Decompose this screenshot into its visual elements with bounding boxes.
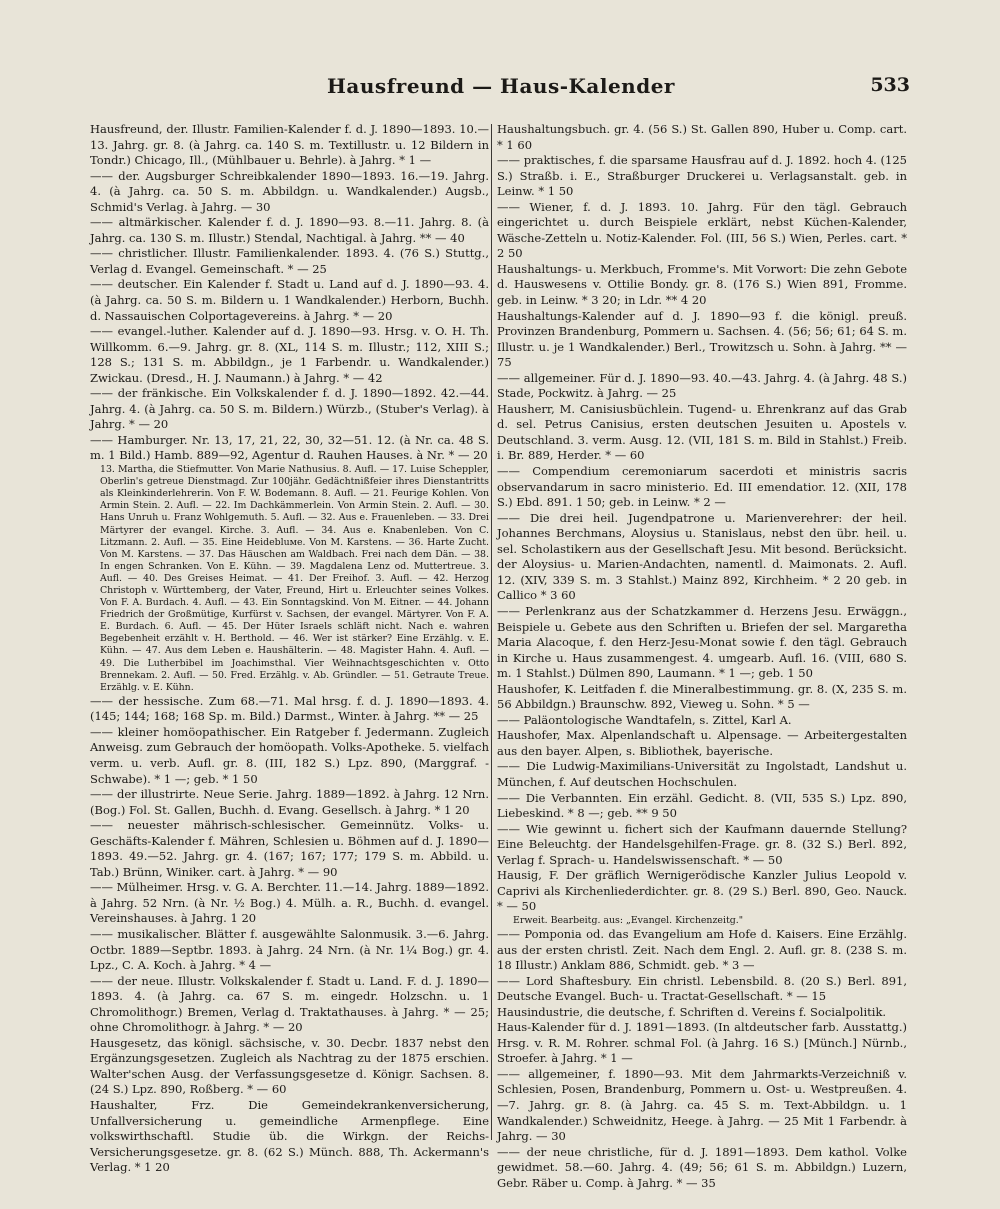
entry: —— der hessische. Zum 68.—71. Mal hrsg. f. d. J. 1890—1893. 4. (145; 144; 168; 168 Sp. m. Bild.) Darmst., Winter. à Jahrg. ** — 25 [90,693,489,724]
edition-note: Erweit. Bearbeitg. aus: „Evangel. Kirchenzeitg." [513,914,744,926]
page-header [92,74,910,100]
entry: —— Hamburger. Nr. 13, 17, 21, 22, 30, 32—51. 12. (à Nr. ca. 48 S. m. 1 Bild.) Hamb. 889—92, Agentur d. Rauhen Hauses. à Nr. * — 20 [90,432,489,463]
entry: —— allgemeiner, f. 1890—93. Mit dem Jahrmarkts-Verzeichniß v. Schlesien, Posen, Brandenburg, Pommern u. Ost- u. Westpreußen. 4.—7. Jahrg. gr. 8. (à Jahrg. ca. 45 S. m. Text-Abbildgn. u. 1 Wandkalender.) Schweidnitz, Heege. à Jahrg. — 25 Mit 1 Farbendr. à Jahrg. — 30 [497,1066,907,1144]
running-title: Hausfreund — Haus-Kalender [327,74,675,98]
entry: —— musikalischer. Blätter f. ausgewählte Salonmusik. 3.—6. Jahrg. Octbr. 1889—Septbr. 1893. à Jahrg. 24 Nrn. (à Nr. 1¼ Bog.) gr. 4. Lpz., C. A. Koch. à Jahrg. * 4 — [90,927,489,973]
page-number: 533 [870,74,910,96]
entry: —— der neue christliche, für d. J. 1891—1893. Dem kathol. Volke gewidmet. 58.—60. Jahrg. 4. (49; 56; 61 S. m. Abbildgn.) Luzern, Gebr. Räber u. Comp. à Jahrg. * — 35 [497,1144,907,1190]
series-contents-note: 13. Martha, die Stiefmutter. Von Marie Nathusius. 8. Aufl. — 17. Luise Scheppler, Oberlin's getreue Dienstmagd. Zur 100jähr. Gedächtnißfeier ihres Dienstantritts als Kleinkinderlehrerin. Von F. W. Bodemann. 8. Aufl. — 21. Feurige Kohlen. Von Armin Stein. 2. Aufl. — 22. Im Dachkämmerlein. Von Armin Stein. 2. Aufl. — 30. Hans Unruh u. Franz Wohlgemuth. 5. Aufl. — 32. Aus e. Frauenleben. — 33. Drei Märtyrer der evangel. Kirche. 3. Aufl. — 34. Aus e. Knabenleben. Von C. Litzmann. 2. Aufl. — 35. Eine Heidebluме. Von M. Karstens. — 36. Harte Zucht. Von M. Karstens. — 37. Das Häuschen am Waldbach. Frei nach dem Dän. — 38. In engen Schranken. Von E. Kühn. — 39. Magdalena Lenz od. Muttertreue. 3. Aufl. — 40. Des Greises Heimat. — 41. Der Freihof. 3. Aufl. — 42. Herzog Christoph v. Württemberg, der Vater, Freund, Hirt u. Erleuchter seines Volkes. Von F. A. Burdach. 4. Aufl. — 43. Ein Sonntagskind. Von M. Eitner. — 44. Johann Friedrich der Großmütige, Kurfürst v. Sachsen, der evangel. Märtyrer. Von F. A. E. Burdach. 6. Aufl. — 45. Der Hüter Israels schläft nicht. Nach e. wahren Begebenheit erzählt v. H. Berthold. — 46. Wer ist stärker? Eine Erzählg. v. E. Kühn. — 47. Aus dem Leben e. Haushälterin. — 48. Magister Hahn. 4. Aufl. — 49. Die Lutherbibel im Joachimsthal. Vier Weihnachtsgeschichten v. Otto Brennekam. 2. Aufl. — 50. Fred. Erzählg. v. Ab. Gründler. — 51. Getraute Treue. Erzählg. v. E. Kühn. [100,464,489,693]
entry: —— Pomponia od. das Evangelium am Hofe d. Kaisers. Eine Erzählg. aus der ersten christl. Zeit. Nach dem Engl. 2. Aufl. gr. 8. (238 S. m. 18 Illustr.) Anklam 886, Schmidt. geb. * 3 — [497,926,907,973]
entry: —— christlicher. Illustr. Familienkalender. 1893. 4. (76 S.) Stuttg., Verlag d. Evangel. Gemeinschaft. * — 25 [90,246,489,276]
entry: Haushaltungs-Kalender auf d. J. 1890—93 f. die königl. preuß. Provinzen Brandenburg, Pommern u. Sachsen. 4. (56; 56; 61; 64 S. m. Illustr. u. je 1 Wandkalender.) Berl., Trowitzsch u. Sohn. à Jahrg. ** — 75 [497,308,907,370]
entry: —— evangel.-luther. Kalender auf d. J. 1890—93. Hrsg. v. O. H. Th. Willkomm. 6.—9. Jahrg. gr. 8. (XL, 114 S. m. Illustr.; 112, XIII S.; 128 S.; 131 S. m. Abbildgn., je 1 Farbendr. u. Wandkalender.) Zwickau. (Dresd., H. J. Naumann.) à Jahrg. * — 42 [90,324,489,385]
entry: —— Mülheimer. Hrsg. v. G. A. Berchter. 11.—14. Jahrg. 1889—1892. à Jahrg. 52 Nrn. (à Nr. ½ Bog.) 4. Mülh. a. R., Buchh. d. evangel. Vereinshauses. à Jahrg. 1 20 [90,880,489,926]
entry: —— deutscher. Ein Kalender f. Stadt u. Land auf d. J. 1890—93. 4. (à Jahrg. ca. 50 S. m. Bildern u. 1 Wandkalender.) Herborn, Buchh. d. Nassauischen Colportagevereins. à Jahrg. * — 20 [90,277,489,323]
entry: —— Die Verbannten. Ein erzähl. Gedicht. 8. (VII, 535 S.) Lpz. 890, Liebeskind. * 8 —; geb. ** 9 50 [497,790,907,821]
entry: —— Paläontologische Wandtafeln, s. Zittel, Karl A. [497,712,792,727]
entry: —— Lord Shaftesbury. Ein christl. Lebensbild. 8. (20 S.) Berl. 891, Deutsche Evangel. Buch- u. Tractat-Gesellschaft. * — 15 [497,973,907,1004]
entry: —— Wiener, f. d. J. 1893. 10. Jahrg. Für den tägl. Gebrauch eingerichtet u. durch Beispiele erklärt, nebst Küchen-Kalender, Wäsche-Zetteln u. Notiz-Kalender. Fol. (III, 56 S.) Wien, Perles. cart. * 2 50 [497,199,907,261]
entry: —— praktisches, f. die sparsame Hausfrau auf d. J. 1892. hoch 4. (125 S.) Straßb. i. E., Straßburger Druckerei u. Verlagsanstalt. geb. in Leinw. * 1 50 [497,153,907,199]
entry: Hausfreund, der. Illustr. Familien-Kalender f. d. J. 1890—1893. 10.—13. Jahrg. gr. 8. (à Jahrg. ca. 140 S. m. Textillustr. u. 12 Bildern in Tondr.) Chicago, Ill., (Mühlbauer u. Behrle). à Jahrg. * 1 — [90,122,489,168]
entry: —— Die Ludwig-Maximilians-Universität zu Ingolstadt, Landshut u. München, f. Auf deutschen Hochschulen. [497,759,907,789]
entry: Haushalter, Frz. Die Gemeindekrankenversicherung, Unfallversicherung u. gemeindliche Armenpflege. Eine volkswirthschaftl. Studie üb. die Wirkgn. der Reichs-Versicherungsgesetze. gr. 8. (62 S.) Münch. 888, Th. Ackermann's Verlag. * 1 20 [90,1098,489,1175]
entry: —— kleiner homöopathischer. Ein Ratgeber f. Jedermann. Zugleich Anweisg. zum Gebrauch der homöopath. Volks-Apotheke. 5. vielfach verm. u. verb. Aufl. gr. 8. (III, 182 S.) Lpz. 890, (Marggraf. - Schwabe). * 1 —; geb. * 1 50 [90,724,489,786]
entry: Haushaltungsbuch. gr. 4. (56 S.) St. Gallen 890, Huber u. Comp. cart. * 1 60 [497,122,907,152]
entry: —— Perlenkranz aus der Schatzkammer d. Herzens Jesu. Erwäggn., Beispiele u. Gebete aus den Schriften u. Briefen der sel. Margaretha Maria Alacoque, f. den Herz-Jesu-Monat sowie f. den tägl. Gebrauch in Kirche u. Haus zusammengest. 4. umgearb. Aufl. 16. (VIII, 680 S. m. 1 Stahlst.) Dülmen 890, Laumann. * 1 —; geb. 1 50 [497,603,907,681]
right-column [497,122,907,1190]
entry: —— altmärkischer. Kalender f. d. J. 1890—93. 8.—11. Jahrg. 8. (à Jahrg. ca. 130 S. m. Illustr.) Stendal, Nachtigal. à Jahrg. ** — 40 [90,215,489,245]
entry: —— der illustrirte. Neue Serie. Jahrg. 1889—1892. à Jahrg. 12 Nrn. (Bog.) Fol. St. Gallen, Buchh. d. Evang. Gesellsch. à Jahrg. * 1 20 [90,787,489,817]
entry: —— der fränkische. Ein Volkskalender f. d. J. 1890—1892. 42.—44. Jahrg. 4. (à Jahrg. ca. 50 S. m. Bildern.) Würzb., (Stuber's Verlag). à Jahrg. * — 20 [90,386,489,432]
entry: Haushaltungs- u. Merkbuch, Fromme's. Mit Vorwort: Die zehn Gebote d. Hauswesens v. Ottilie Bondy. gr. 8. (176 S.) Wien 891, Fromme. geb. in Leinw. * 3 20; in Ldr. ** 4 20 [497,261,907,308]
entry: —— neuester mährisch-schlesischer. Gemeinnütz. Volks- u. Geschäfts-Kalender f. Mähren, Schlesien u. Böhmen auf d. J. 1890—1893. 49.—52. Jahrg. gr. 4. (167; 167; 177; 179 S. m. Abbild. u. Tab.) Brünn, Winiker. cart. à Jahrg. * — 90 [90,818,489,879]
entry: Hausgesetz, das königl. sächsische, v. 30. Decbr. 1837 nebst den Ergänzungsgesetzen. Zugleich als Nachtrag zu der 1875 erschien. Walter'schen Ausg. der Verfassungsgesetze d. Königr. Sachsen. 8. (24 S.) Lpz. 890, Roßberg. * — 60 [90,1035,489,1097]
entry: —— der. Augsburger Schreibkalender 1890—1893. 16.—19. Jahrg. 4. (à Jahrg. ca. 50 S. m. Abbildgn. u. Wandkalender.) Augsb., Schmid's Verlag. à Jahrg. — 30 [90,168,489,214]
entry: Hausherr, M. Canisiusbüchlein. Tugend- u. Ehrenkranz auf das Grab d. sel. Petrus Canisius, ersten deutschen Jesuiten u. Apostels v. Deutschland. 3. verm. Ausg. 12. (VII, 181 S. m. Bild in Stahlst.) Freib. i. Br. 889, Herder. * — 60 [497,401,907,463]
column-divider [491,124,492,1140]
entry: Hausindustrie, die deutsche, f. Schriften d. Vereins f. Socialpolitik. [497,1004,887,1019]
entry: Haushofer, K. Leitfaden f. die Mineralbestimmung. gr. 8. (X, 235 S. m. 56 Abbildgn.) Braunschw. 892, Vieweg u. Sohn. * 5 — [497,681,907,712]
entry: Haus-Kalender für d. J. 1891—1893. (In altdeutscher farb. Ausstattg.) Hrsg. v. R. M. Rohrer. schmal Fol. (à Jahrg. 16 S.) [Münch.] Nürnb., Stroefer. à Jahrg. * 1 — [497,1020,907,1066]
left-column [90,122,489,1175]
entry: —— allgemeiner. Für d. J. 1890—93. 40.—43. Jahrg. 4. (à Jahrg. 48 S.) Stade, Pockwitz. à Jahrg. — 25 [497,370,907,401]
entry: Haushofer, Max. Alpenlandschaft u. Alpensage. — Arbeitergestalten aus den bayer. Alpen, s. Bibliothek, bayerische. [497,728,907,758]
entry: —— Wie gewinnt u. fichert sich der Kaufmann dauernde Stellung? Eine Beleuchtg. der Handelsgehilfen-Frage. gr. 8. (32 S.) Berl. 892, Verlag f. Sprach- u. Handelswissenschaft. * — 50 [497,821,907,867]
entry: —— Compendium ceremoniarum sacerdoti et ministris sacris observandarum in sacro ministerio. Ed. III emendatior. 12. (XII, 178 S.) Ebd. 891. 1 50; geb. in Leinw. * 2 — [497,464,907,510]
entry: Hausig, F. Der gräflich Wernigerödische Kanzler Julius Leopold v. Caprivi als Kirchenliederdichter. gr. 8. (29 S.) Berl. 890, Geo. Nauck. * — 50 [497,868,907,914]
entry: —— der neue. Illustr. Volkskalender f. Stadt u. Land. F. d. J. 1890—1893. 4. (à Jahrg. ca. 67 S. m. eingedr. Holzschn. u. 1 Chromolithogr.) Bremen, Verlag d. Traktathauses. à Jahrg. * — 25; ohne Chromolithogr. à Jahrg. * — 20 [90,973,489,1035]
entry: —— Die drei heil. Jugendpatrone u. Marienverehrer: der heil. Johannes Berchmans, Aloysius u. Stanislaus, nebst den übr. heil. u. sel. Scholastikern aus der Gesellschaft Jesu. Mit besond. Berücksicht. der Aloysius- u. Marien-Andachten, namentl. d. Maimonats. 2. Aufl. 12. (XIV, 339 S. m. 3 Stahlst.) Mainz 892, Kirchheim. * 2 20 geb. in Callico * 3 60 [497,510,907,603]
